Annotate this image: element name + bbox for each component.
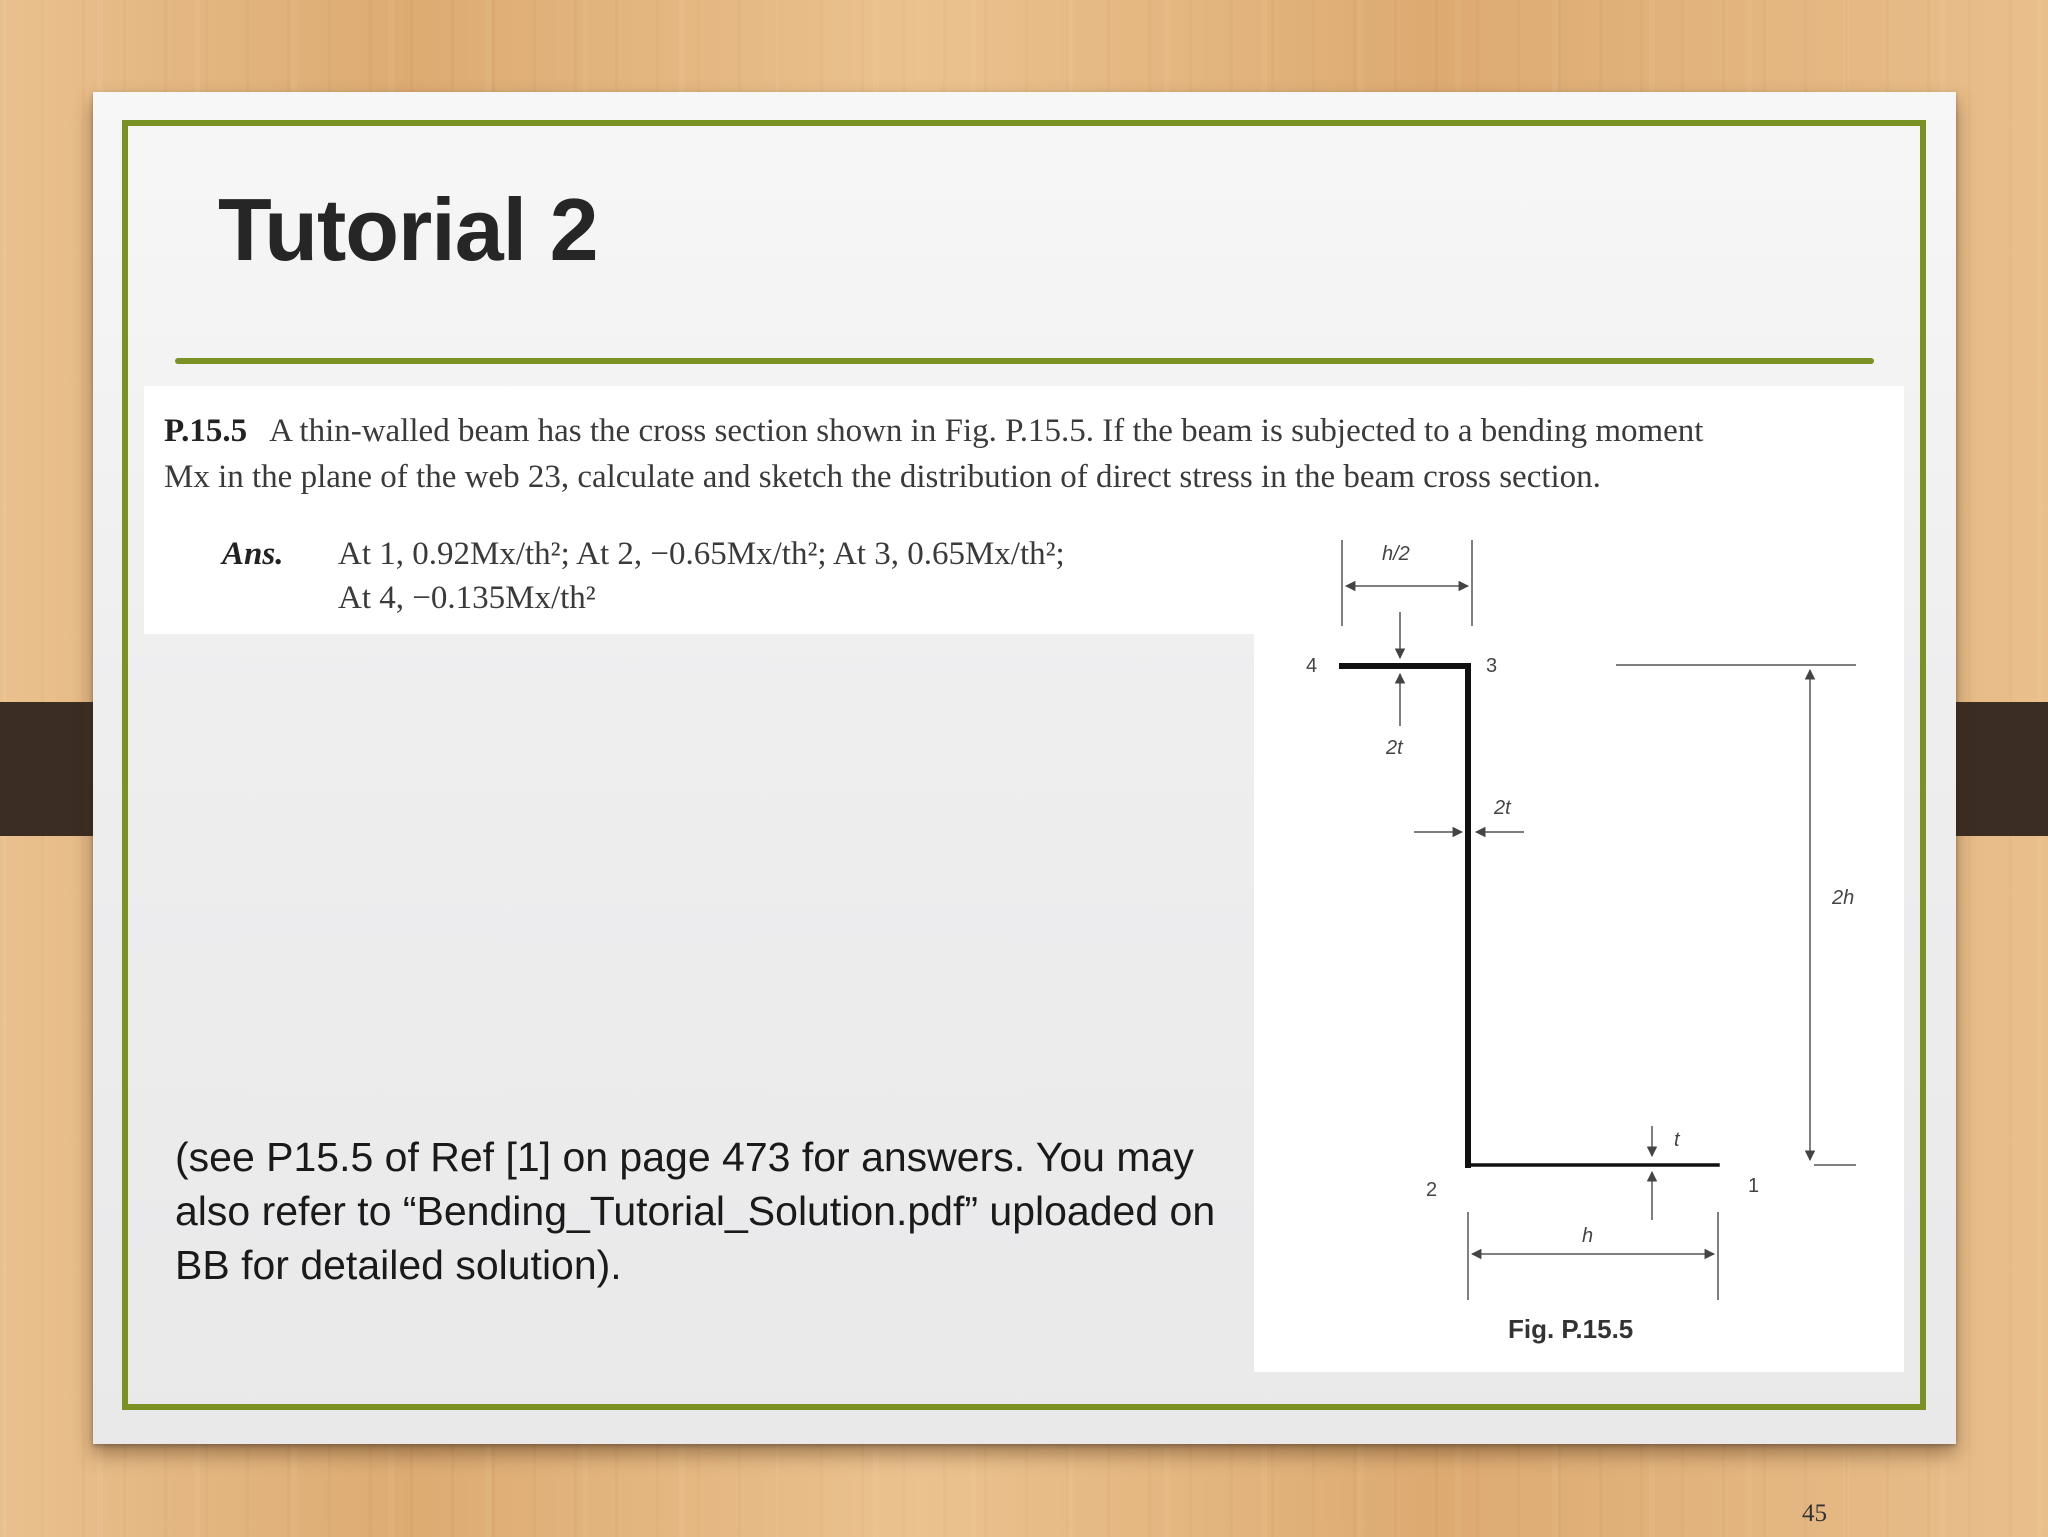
label-flange-thickness: 2t — [1386, 737, 1403, 759]
cross-section-figure — [1254, 540, 1904, 1372]
title-divider — [175, 358, 1874, 364]
answer-label: Ans. — [222, 536, 284, 572]
problem-number: P.15.5 — [164, 413, 248, 449]
answer-line-2: At 4, −0.135Mx/th² — [338, 580, 596, 616]
label-bottom-thickness: t — [1674, 1129, 1680, 1151]
label-web-thickness: 2t — [1494, 797, 1511, 819]
label-width: h — [1582, 1225, 1594, 1247]
problem-statement — [164, 408, 1884, 500]
slide-title: Tutorial 2 — [218, 180, 598, 279]
answer-line-1: At 1, 0.92Mx/th²; At 2, −0.65Mx/th²; At 3, 0.65Mx/th²; — [338, 536, 1065, 572]
problem-line-1: A thin-walled beam has the cross section shown in Fig. P.15.5. If the beam is subjected to a bending moment — [269, 413, 1704, 449]
label-point-4: 4 — [1306, 655, 1318, 677]
label-height: 2h — [1832, 887, 1855, 909]
reference-note: (see P15.5 of Ref [1] on page 473 for answers. You may also refer to “Bending_Tutorial_Solution.pdf” uploaded on BB for detailed solution). — [175, 1134, 1216, 1288]
label-point-3: 3 — [1486, 655, 1498, 677]
label-point-1: 1 — [1748, 1175, 1760, 1197]
z-section-diagram — [1254, 540, 1904, 1372]
label-point-2: 2 — [1426, 1179, 1438, 1201]
figure-caption: Fig. P.15.5 — [1508, 1314, 1634, 1344]
page-number: 45 — [1802, 1500, 1827, 1527]
problem-line-2: Mx in the plane of the web 23, calculate and sketch the distribution of direct stress in the beam cross section. — [164, 459, 1601, 495]
answer-block — [222, 532, 1065, 620]
label-half-h: h/2 — [1382, 543, 1410, 565]
